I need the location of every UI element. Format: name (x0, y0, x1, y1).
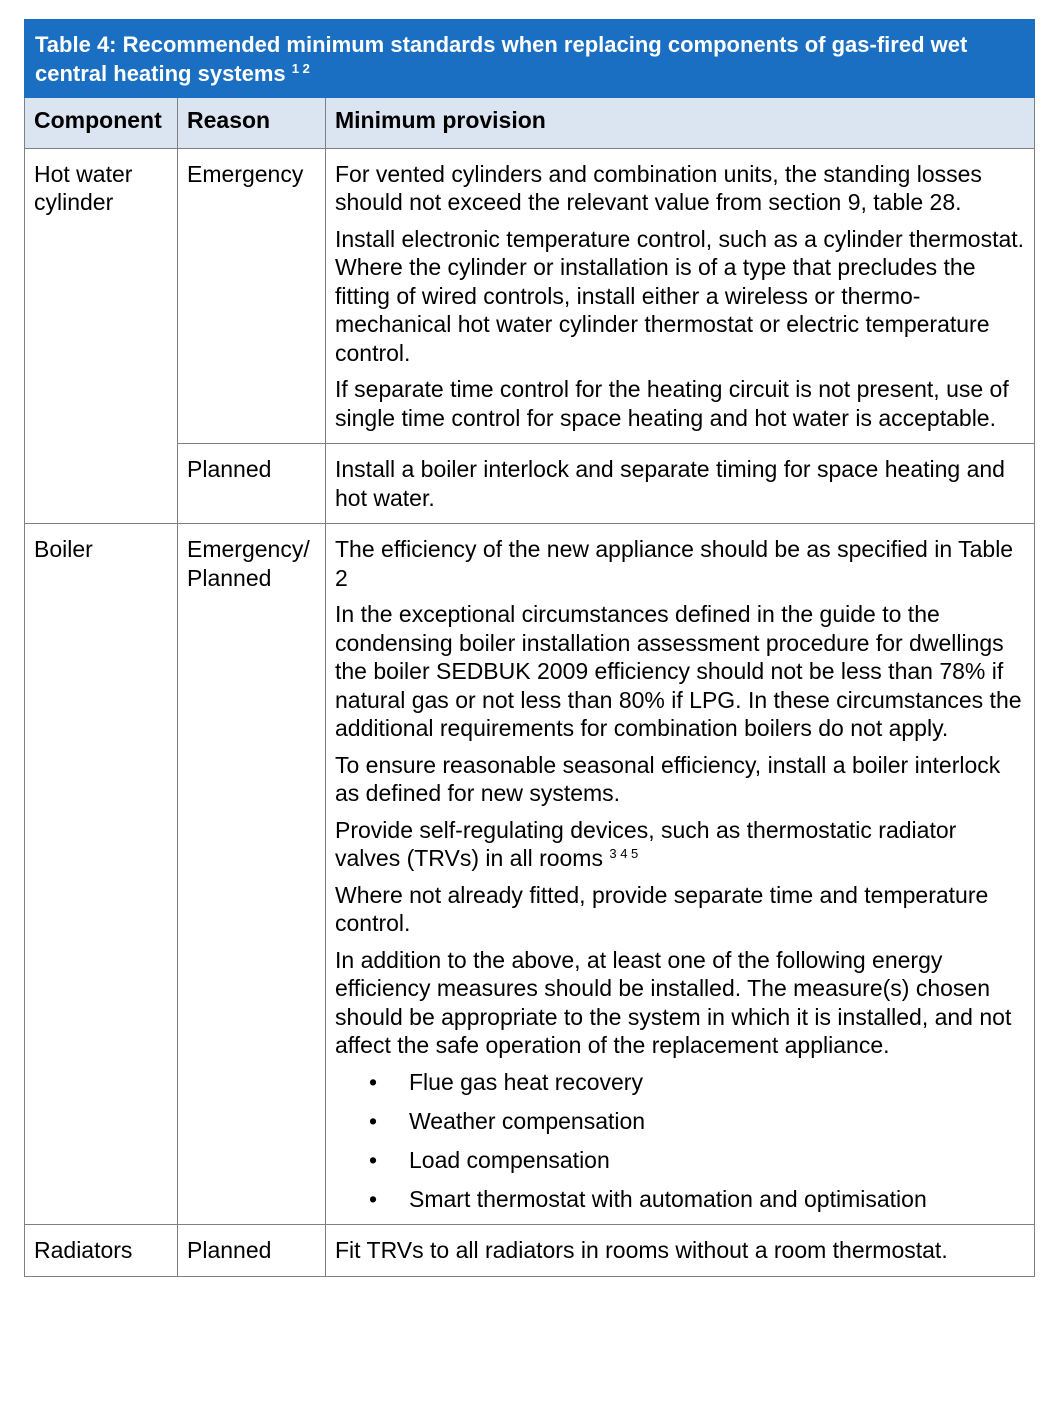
reason-cell (178, 524, 326, 1225)
reason-label: Emergency/ Planned (187, 536, 310, 591)
footnote-refs: 3 4 5 (609, 846, 639, 861)
provision-paragraph: In addition to the above, at least one of the following energy efficiency measures should be installed. The measure(s) chosen should be appropriate to the system in which it is installed, and not affect the safe operation of the replacement appliance. (335, 946, 1012, 1058)
reason-cell (178, 444, 326, 524)
list-item (369, 1107, 1025, 1136)
measure-label: Flue gas heat recovery (409, 1068, 643, 1095)
header-component: Component (25, 98, 178, 149)
bullet-icon: • (369, 1068, 378, 1095)
measures-list (335, 1068, 1025, 1214)
provision-paragraph: Where not already fitted, provide separate time and temperature control. (335, 881, 989, 936)
provision-text: Provide self-regulating devices, such as thermostatic radiator valves (TRVs) in all rooms (335, 816, 957, 871)
measure-label: Weather compensation (409, 1107, 646, 1134)
title-footnote-refs: 1 2 (291, 61, 310, 76)
standards-table (24, 19, 1035, 1277)
reason-label: Planned (187, 456, 272, 482)
provision-cell (326, 148, 1035, 444)
measure-label: Smart thermostat with automation and optimisation (409, 1185, 927, 1212)
table-row (25, 148, 1035, 444)
provision-paragraph: To ensure reasonable seasonal efficiency, install a boiler interlock as defined for new systems. (335, 751, 1001, 806)
reason-cell (178, 148, 326, 444)
table-row (25, 524, 1035, 1225)
provision-paragraph: Install electronic temperature control, such as a cylinder thermostat. Where the cylinder or installation is of a type that precludes the fitting of wired controls, install either a wireless or thermo-mechanical hot water cylinder thermostat or electric temperature control. (335, 225, 1025, 366)
table-title-cell (25, 20, 1035, 98)
reason-label: Planned (187, 1237, 272, 1263)
list-item (369, 1185, 1025, 1214)
component-hot-water-cylinder (25, 148, 178, 524)
provision-paragraph: Fit TRVs to all radiators in rooms without a room thermostat. (335, 1237, 948, 1263)
provision-cell (326, 524, 1035, 1225)
provision-paragraph: If separate time control for the heating circuit is not present, use of single time control for space heating and hot water is acceptable. (335, 376, 1009, 431)
provision-paragraph (335, 816, 1025, 873)
standards-table-container (24, 19, 1034, 1277)
reason-label: Emergency (187, 160, 304, 187)
measure-label: Load compensation (409, 1146, 610, 1173)
list-item (369, 1146, 1025, 1175)
provision-paragraph: For vented cylinders and combination units, the standing losses should not exceed the relevant value from section 9, table 28. (335, 160, 982, 215)
provision-cell (326, 1225, 1035, 1277)
bullet-icon: • (369, 1107, 378, 1134)
header-reason: Reason (178, 98, 326, 149)
bullet-icon: • (369, 1146, 378, 1173)
provision-paragraph: Install a boiler interlock and separate timing for space heating and hot water. (335, 456, 1005, 511)
table-title: Table 4: Recommended minimum standards when replacing components of gas-fired wet central heating systems (35, 32, 968, 86)
component-label: Radiators (34, 1237, 133, 1263)
component-label: Hot water cylinder (34, 160, 133, 215)
list-item (369, 1068, 1025, 1097)
provision-paragraph: The efficiency of the new appliance should be as specified in Table 2 (335, 536, 1014, 591)
provision-cell (326, 444, 1035, 524)
bullet-icon: • (369, 1185, 378, 1212)
table-header-row (25, 98, 1035, 149)
provision-paragraph: In the exceptional circumstances defined in the guide to the condensing boiler installation assessment procedure for dwellings the boiler SEDBUK 2009 efficiency should not be less than 78% if natural gas or not less than 80% if LPG. In these circumstances the additional requirements for combination boilers do not apply. (335, 601, 1022, 741)
reason-cell (178, 1225, 326, 1277)
component-radiators (25, 1225, 178, 1277)
component-label: Boiler (34, 536, 93, 562)
table-row (25, 1225, 1035, 1277)
table-title-row (25, 20, 1035, 98)
header-minimum-provision: Minimum provision (326, 98, 1035, 149)
component-boiler (25, 524, 178, 1225)
